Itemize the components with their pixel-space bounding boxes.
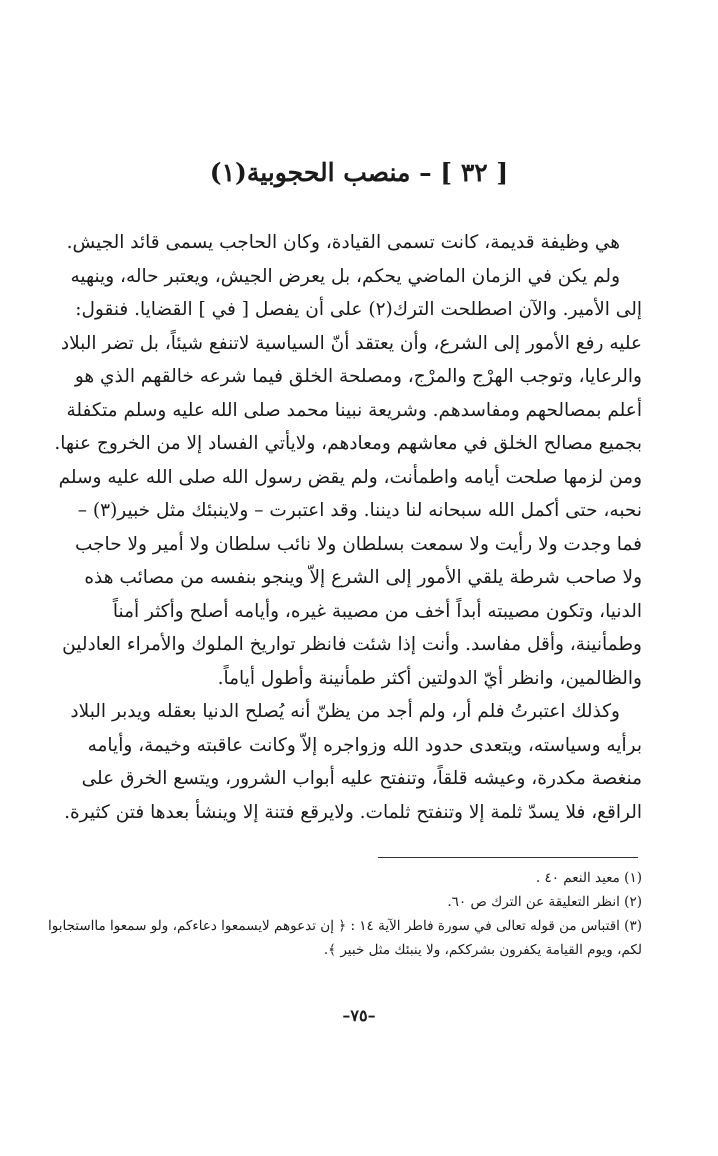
footnotes	[47, 866, 642, 962]
page-number: –٧٥–	[342, 1006, 376, 1025]
body-line: برأيه وسياسته، ويتعدى حدود الله وزواجره إلاّ وكانت عاقبته وخيمة، وأيامه	[87, 734, 642, 756]
body-line: هي وظيفة قديمة، كانت تسمى القيادة، وكان الحاجب يسمى قائد الجيش.	[66, 232, 620, 253]
body-line: الدنيا، وتكون مصيبته أبداً أخف من مصيبة غيره، وأيامه أصلح وأكثر أمناً	[112, 600, 642, 622]
chapter-title: [ ٣٢ ] – منصب الحجوبية(١)	[209, 158, 509, 187]
body-line: بجميع مصالح الخلق في معاشهم ومعادهم، ولايأتي الفساد إلا من الخروج عنها.	[54, 433, 642, 454]
body-line: نحبه، حتى أكمل الله سبحانه لنا ديننا. وقد اعتبرت – ولاينبئك مثل خبير(٣) –	[77, 500, 642, 521]
body-text	[54, 226, 642, 829]
body-line: ولا صاحب شرطة يلقي الأمور إلى الشرع إلاّ وينجو بنفسه من مصائب هذه	[84, 567, 642, 588]
body-line: والرعايا، وتوجب الهرْج والمرْج، ومصلحة الخلق فيما شرعه خالقهم الذي هو	[74, 366, 642, 387]
footnote-line: (١) معيد النعم ٤٠ .	[535, 870, 642, 886]
body-line: ولم يكن في الزمان الماضي يحكم، بل يعرض الجيش، ويعتبر حاله، وينهيه	[70, 265, 620, 287]
body-line: إلى الأمير. والآن اصطلحت الترك(٢) على أن يفصل [ في ] القضايا. فنقول:	[75, 299, 642, 320]
body-line: وكذلك اعتبرتُ فلم أر، ولم أجد من يظنّ أنه يُصلح الدنيا بعقله ويدبر البلاد	[70, 701, 620, 722]
body-line: فما وجدت ولا رأيت ولا سمعت بسلطان ولا نائب سلطان ولا أمير ولا حاجب	[74, 533, 642, 555]
footnote-line: (٢) انظر التعليقة عن الترك ص ٦٠.	[447, 894, 642, 910]
footnote-line: لكم، ويوم القيامة يكفرون بشرككم، ولا ينبئك مثل خبير ﴾.	[323, 942, 642, 958]
body-line: عليه رفع الأمور إلى الشرع، وأن يعتقد أنّ السياسية لاتنفع شيئاً، بل تضر البلاد	[60, 332, 642, 354]
body-line: الراقع، فلا يسدّ ثلمة إلا وتنفتح ثلمات. ولايرقع فتنة إلا وينشأ بعدها فتن كثيرة.	[64, 801, 642, 823]
footnote-line: (٣) اقتباس من قوله تعالى في سورة فاطر الآية ١٤ : ﴿ إن تدعوهم لايسمعوا دعاءكم، ولو سمعوا مااستجابوا	[47, 918, 642, 934]
body-line: وطمأنينة، وأقل مفاسد. وأنت إذا شئت فانظر تواريخ الملوك والأمراء العادلين	[62, 634, 642, 655]
body-line: ومن لزمها صلحت أيامه واطمأنت، ولم يقض رسول الله صلى الله عليه وسلم	[58, 466, 642, 488]
footnote-divider	[378, 857, 638, 858]
body-line: أعلم بمصالحهم ومفاسدهم. وشريعة نبينا محمد صلى الله عليه وسلم متكفلة	[66, 399, 642, 421]
body-line: والظالمين، وانظر أيّ الدولتين أكثر طمأنينة وأطول أياماً.	[217, 667, 642, 689]
body-line: منغصة مكدرة، وعيشه قلقاً، وتنفتح عليه أبواب الشرور، ويتسع الخرق على	[81, 768, 642, 789]
